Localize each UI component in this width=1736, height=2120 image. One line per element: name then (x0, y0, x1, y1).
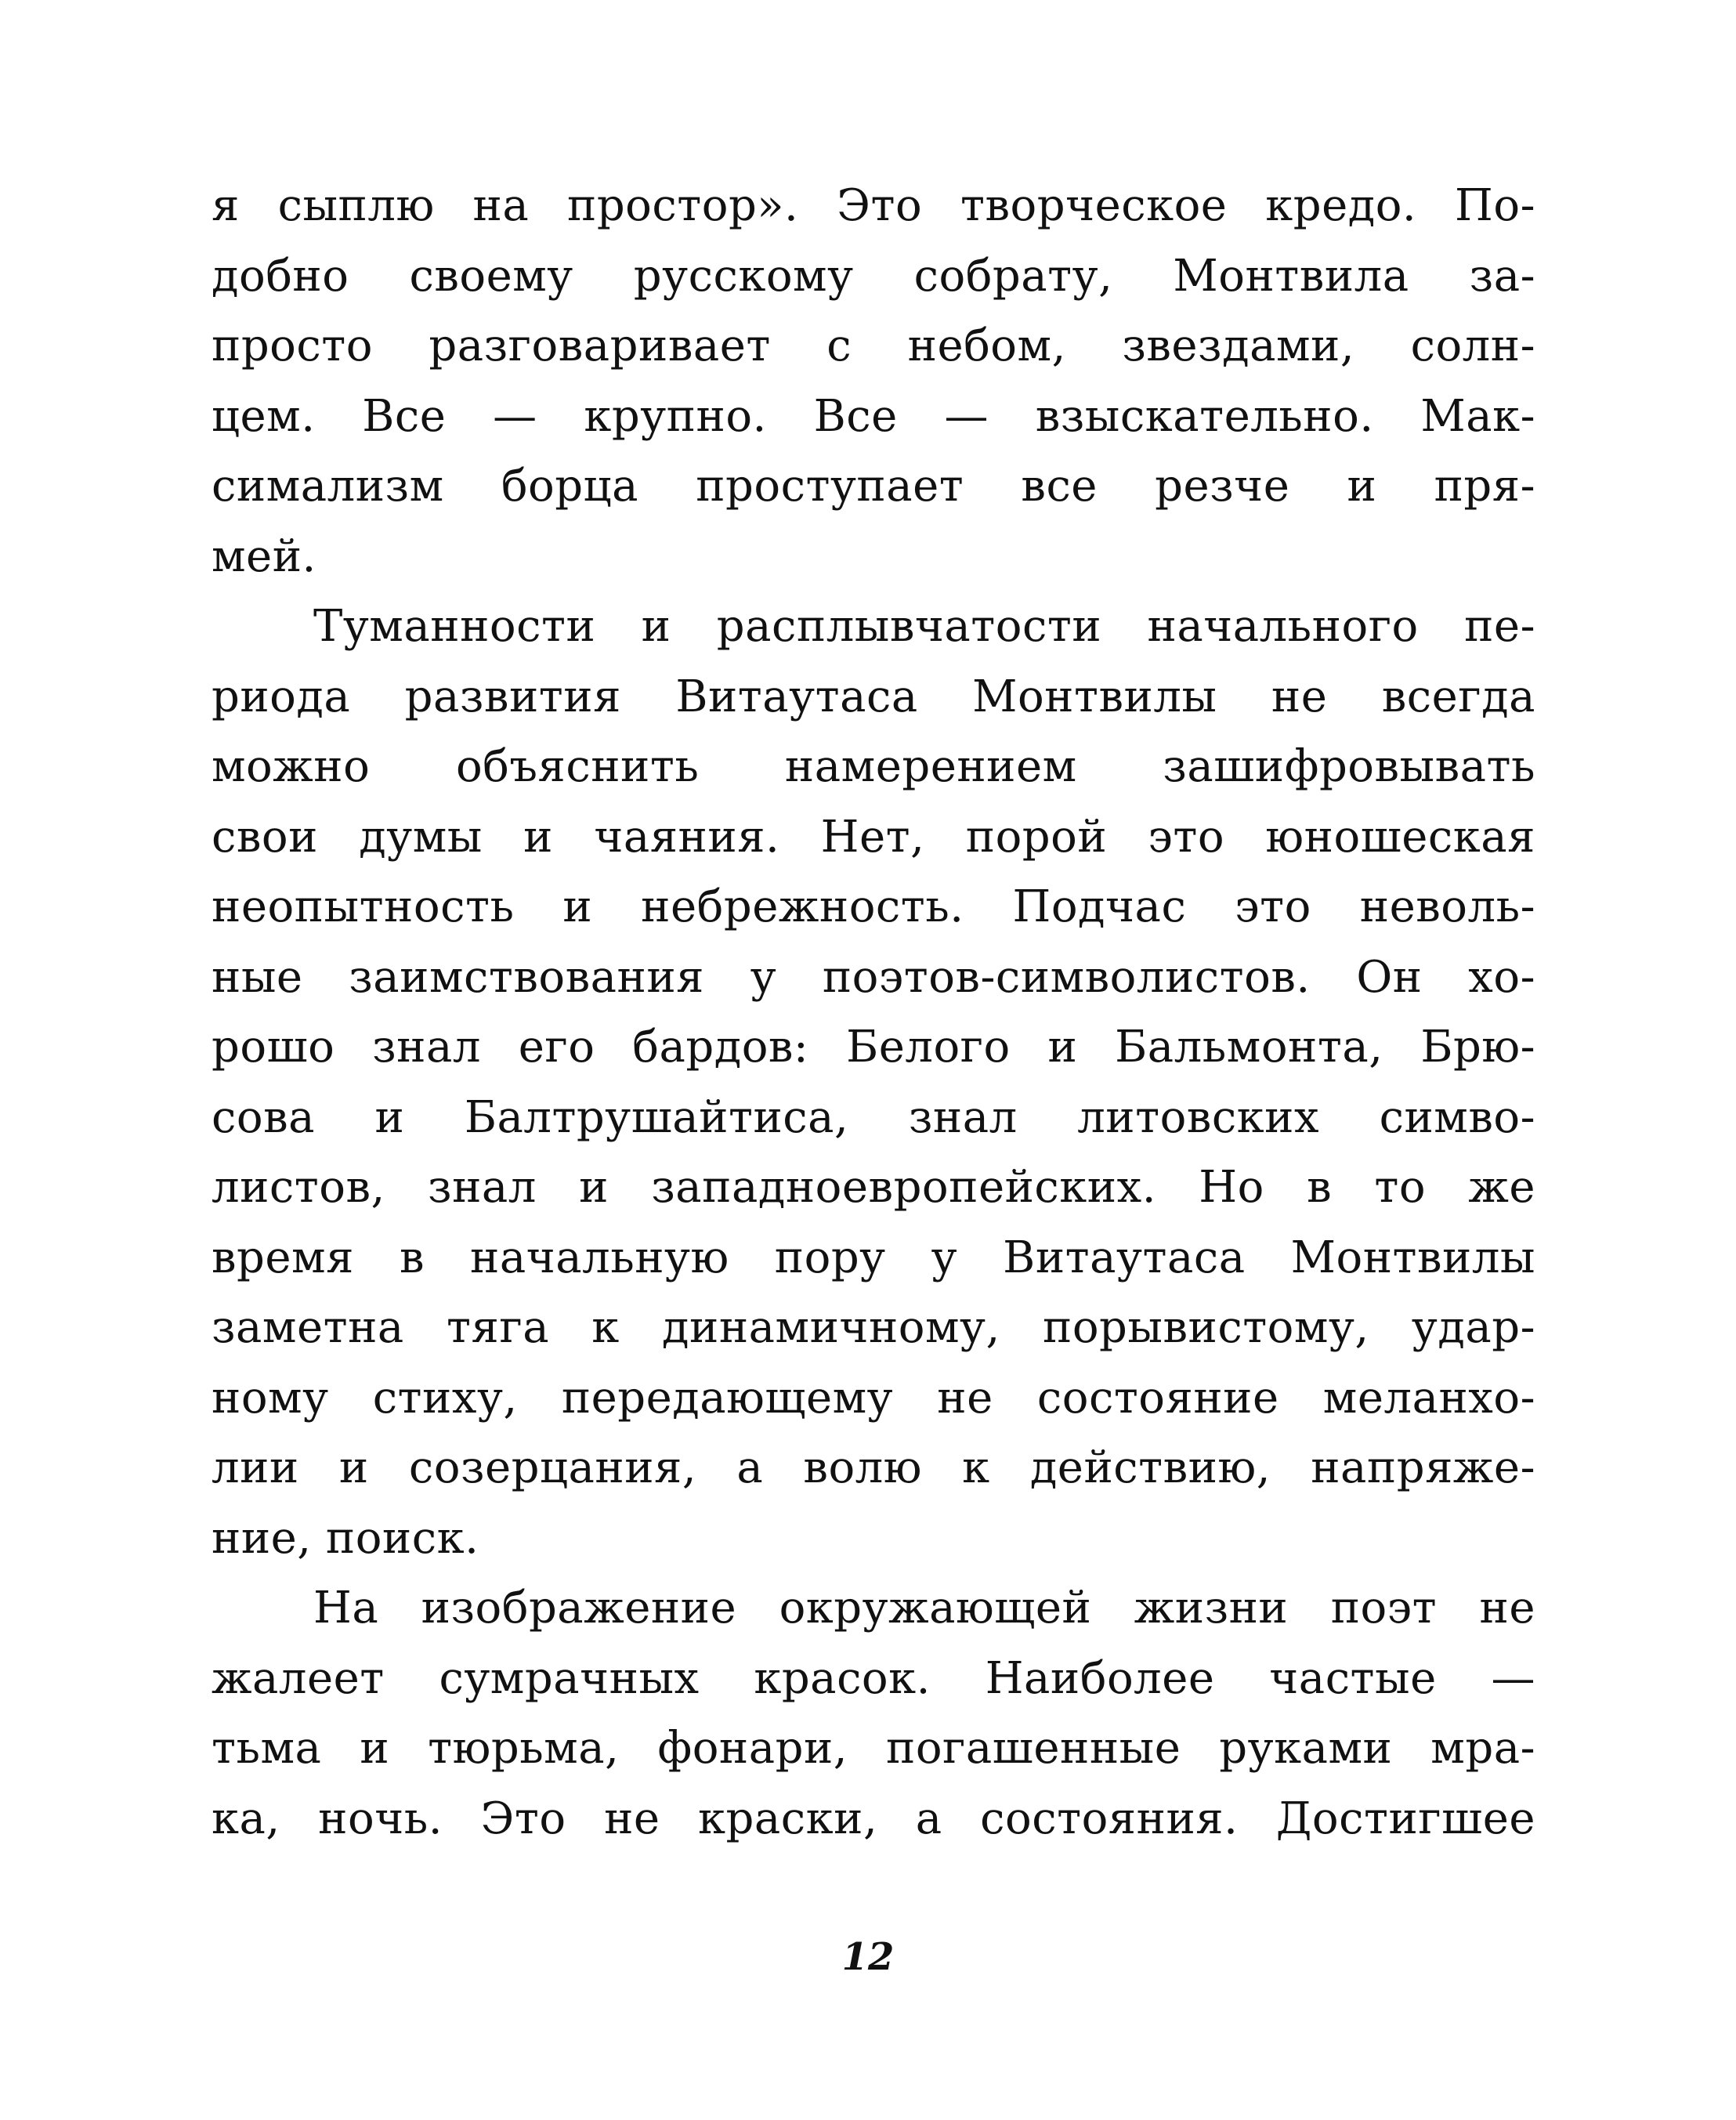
text-line: мей. (212, 530, 316, 582)
text-line: жалеет сумрачных красок. Наиболее частые — (212, 1652, 1535, 1704)
text-line: тьма и тюрьма, фонари, погашенные руками мра- (212, 1723, 1535, 1774)
body-text (212, 171, 1535, 1854)
text-line: заметна тяга к динамичному, порывистому, удар- (212, 1302, 1535, 1353)
text-line: На изображение окружающей жизни поэт не (313, 1583, 1535, 1633)
text-line: ные заимствования у поэтов-символистов. Он хо- (212, 951, 1535, 1003)
text-line: цем. Все — крупно. Все — взыскательно. Мак- (212, 390, 1535, 442)
text-line: листов, знал и западноевропейских. Но в то же (212, 1162, 1535, 1213)
text-line: ние, поиск. (212, 1512, 479, 1564)
page-number: 12 (841, 1935, 895, 1979)
text-line: добно своему русскому собрату, Монтвила за- (212, 250, 1535, 302)
text-line: я сыплю на простор». Это творческое кредо. По- (212, 180, 1535, 231)
text-line: риода развития Витаутаса Монтвилы не всегда (212, 671, 1535, 722)
text-line: ному стиху, передающему не состояние меланхо- (212, 1372, 1535, 1424)
text-line: неопытность и небрежность. Подчас это неволь- (212, 881, 1535, 932)
text-line: сова и Балтрушайтиса, знал литовских симво- (212, 1091, 1535, 1143)
text-line: Туманности и расплывчатости начального пе- (313, 601, 1535, 652)
text-line: время в начальную пору у Витаутаса Монтвилы (212, 1232, 1535, 1283)
text-line: рошо знал его бардов: Белого и Бальмонта, Брю- (212, 1022, 1535, 1073)
text-line: ка, ночь. Это не краски, а состояния. Достигшее (212, 1793, 1535, 1844)
text-line: лии и созерцания, а волю к действию, напряже- (212, 1442, 1535, 1493)
text-line: можно объяснить намерением зашифровывать (212, 741, 1535, 792)
text-line: симализм борца проступает все резче и пря- (212, 461, 1535, 512)
text-line: свои думы и чаяния. Нет, порой это юношеская (212, 811, 1535, 863)
text-line: просто разговаривает с небом, звездами, солн- (212, 320, 1535, 371)
